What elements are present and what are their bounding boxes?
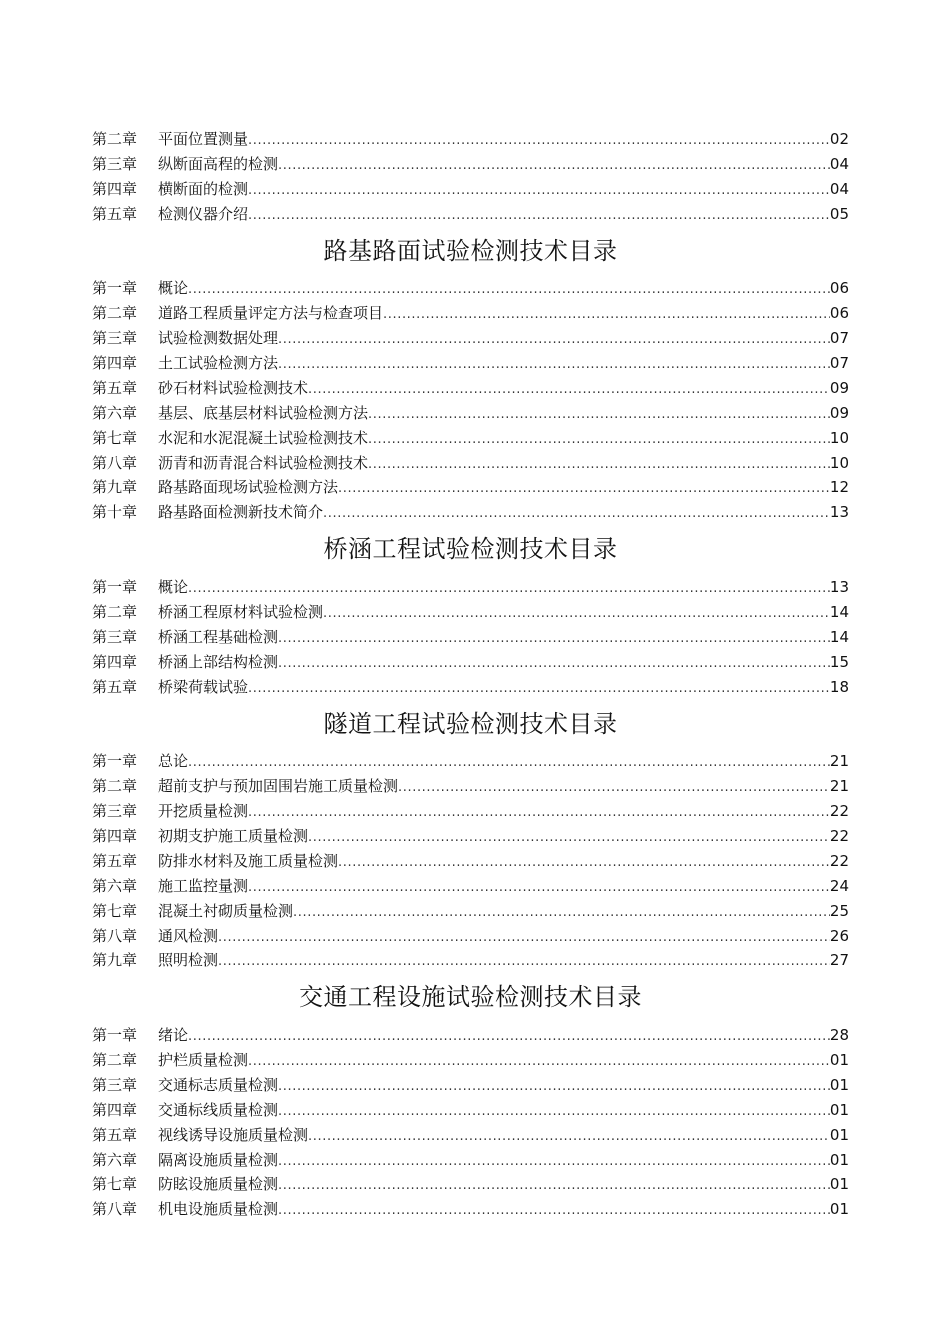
page-number: 01 — [829, 1200, 849, 1219]
toc-entry[interactable] — [92, 127, 849, 152]
toc-entry[interactable] — [92, 948, 849, 973]
chapter-number: 第七章 — [92, 428, 138, 447]
dot-leader — [278, 1174, 830, 1199]
dot-leader — [278, 1199, 830, 1224]
chapter-title: 初期支护施工质量检测 — [158, 826, 309, 845]
toc-entry[interactable] — [92, 475, 849, 500]
chapter-number: 第六章 — [92, 876, 138, 895]
toc-entry[interactable] — [92, 874, 849, 899]
dot-leader — [293, 901, 830, 926]
chapter-title: 桥涵上部结构检测 — [158, 652, 279, 671]
chapter-number: 第二章 — [92, 777, 138, 796]
dot-leader — [308, 1125, 830, 1150]
dot-leader — [398, 776, 830, 801]
chapter-number: 第八章 — [92, 926, 138, 945]
dot-leader — [188, 577, 830, 602]
dot-leader — [188, 1025, 830, 1050]
chapter-title: 通风检测 — [158, 926, 219, 945]
page-number: 10 — [829, 428, 849, 447]
page-number: 07 — [829, 354, 849, 373]
dot-leader — [323, 502, 830, 527]
toc-entry[interactable] — [92, 1023, 849, 1048]
toc-entry[interactable] — [92, 924, 849, 949]
chapter-number: 第六章 — [92, 403, 138, 422]
chapter-title: 基层、底基层材料试验检测方法 — [158, 403, 369, 422]
dot-leader — [308, 378, 830, 403]
chapter-number: 第三章 — [92, 802, 138, 821]
chapter-number: 第五章 — [92, 851, 138, 870]
dot-leader — [248, 801, 830, 826]
chapter-number: 第九章 — [92, 951, 138, 970]
page-number: 13 — [829, 578, 849, 597]
dot-leader — [248, 876, 830, 901]
page-number: 22 — [829, 802, 849, 821]
page-number: 01 — [829, 1100, 849, 1119]
page-number: 04 — [829, 154, 849, 173]
chapter-number: 第九章 — [92, 478, 138, 497]
chapter-title: 施工监控量测 — [158, 876, 249, 895]
page-number: 14 — [829, 627, 849, 646]
toc-entry[interactable] — [92, 301, 849, 326]
chapter-number: 第五章 — [92, 677, 138, 696]
page-number: 22 — [829, 851, 849, 870]
dot-leader — [248, 129, 830, 154]
chapter-title: 交通标线质量检测 — [158, 1100, 279, 1119]
chapter-title: 路基路面现场试验检测方法 — [158, 478, 339, 497]
chapter-title: 总论 — [158, 752, 189, 771]
toc-entry[interactable] — [92, 1172, 849, 1197]
toc-entry[interactable] — [92, 675, 849, 700]
page-number: 18 — [829, 677, 849, 696]
toc-entry[interactable] — [92, 1148, 849, 1173]
chapter-title: 土工试验检测方法 — [158, 354, 279, 373]
dot-leader — [278, 154, 830, 179]
toc-entry[interactable] — [92, 276, 849, 301]
toc-entry[interactable] — [92, 152, 849, 177]
dot-leader — [368, 403, 830, 428]
page-number: 21 — [829, 777, 849, 796]
toc-entry[interactable] — [92, 177, 849, 202]
page-number: 01 — [829, 1075, 849, 1094]
chapter-title: 水泥和水泥混凝土试验检测技术 — [158, 428, 369, 447]
page-number: 12 — [829, 478, 849, 497]
page-number: 15 — [829, 652, 849, 671]
chapter-title: 混凝土衬砌质量检测 — [158, 901, 294, 920]
toc-entry[interactable] — [92, 376, 849, 401]
chapter-title: 超前支护与预加固围岩施工质量检测 — [158, 777, 399, 796]
chapter-number: 第三章 — [92, 1075, 138, 1094]
toc-entry[interactable] — [92, 1048, 849, 1073]
dot-leader — [368, 428, 830, 453]
page-number: 09 — [829, 378, 849, 397]
chapter-title: 防眩设施质量检测 — [158, 1175, 279, 1194]
page-number: 07 — [829, 329, 849, 348]
chapter-number: 第四章 — [92, 354, 138, 373]
toc-entry[interactable] — [92, 575, 849, 600]
page-number: 26 — [829, 926, 849, 945]
dot-leader — [278, 1075, 830, 1100]
dot-leader — [218, 950, 830, 975]
toc-entry[interactable] — [92, 326, 849, 351]
chapter-number: 第一章 — [92, 578, 138, 597]
toc-entry[interactable] — [92, 824, 849, 849]
toc-entry[interactable] — [92, 351, 849, 376]
toc-entry[interactable] — [92, 401, 849, 426]
page-number: 22 — [829, 826, 849, 845]
dot-leader — [278, 1100, 830, 1125]
chapter-number: 第二章 — [92, 304, 138, 323]
toc-entry[interactable] — [92, 1197, 849, 1222]
dot-leader — [278, 627, 830, 652]
chapter-number: 第五章 — [92, 378, 138, 397]
toc-entry[interactable] — [92, 899, 849, 924]
chapter-number: 第七章 — [92, 1175, 138, 1194]
chapter-title: 桥涵工程基础检测 — [158, 627, 279, 646]
chapter-title: 照明检测 — [158, 951, 219, 970]
chapter-title: 试验检测数据处理 — [158, 329, 279, 348]
page-number: 05 — [829, 204, 849, 223]
toc-entry[interactable] — [92, 625, 849, 650]
chapter-title: 护栏质量检测 — [158, 1051, 249, 1070]
dot-leader — [278, 1150, 830, 1175]
dot-leader — [338, 477, 830, 502]
chapter-title: 概论 — [158, 578, 189, 597]
toc-entry[interactable] — [92, 749, 849, 774]
chapter-number: 第四章 — [92, 179, 138, 198]
toc-entry[interactable] — [92, 1073, 849, 1098]
dot-leader — [383, 303, 830, 328]
page-number: 13 — [829, 503, 849, 522]
chapter-title: 路基路面检测新技术简介 — [158, 503, 324, 522]
chapter-title: 平面位置测量 — [158, 130, 249, 148]
dot-leader — [278, 652, 830, 677]
toc-entry[interactable] — [92, 799, 849, 824]
page-number: 01 — [829, 1150, 849, 1169]
page-number: 01 — [829, 1125, 849, 1144]
page-number: 21 — [829, 752, 849, 771]
section-heading: 交通工程设施试验检测技术目录 — [299, 983, 642, 1012]
chapter-number: 第八章 — [92, 453, 138, 472]
section-heading: 隧道工程试验检测技术目录 — [323, 709, 618, 738]
chapter-title: 桥梁荷载试验 — [158, 677, 249, 696]
chapter-title: 砂石材料试验检测技术 — [158, 378, 309, 397]
dot-leader — [278, 353, 830, 378]
page-number: 25 — [829, 901, 849, 920]
chapter-title: 开挖质量检测 — [158, 802, 249, 821]
chapter-number: 第二章 — [92, 1051, 138, 1070]
page-number: 06 — [829, 304, 849, 323]
dot-leader — [218, 926, 830, 951]
table-of-contents — [92, 127, 849, 1222]
chapter-number: 第四章 — [92, 826, 138, 845]
toc-entry[interactable] — [92, 1123, 849, 1148]
chapter-title: 绪论 — [158, 1026, 189, 1045]
dot-leader — [308, 826, 830, 851]
dot-leader — [278, 328, 830, 353]
chapter-title: 检测仪器介绍 — [158, 204, 249, 223]
chapter-number: 第十章 — [92, 503, 138, 522]
chapter-title: 防排水材料及施工质量检测 — [158, 851, 339, 870]
dot-leader — [248, 204, 830, 229]
page-number: 24 — [829, 876, 849, 895]
toc-entry[interactable] — [92, 600, 849, 625]
dot-leader — [188, 278, 830, 303]
page-number: 27 — [829, 951, 849, 970]
chapter-number: 第七章 — [92, 901, 138, 920]
chapter-title: 机电设施质量检测 — [158, 1200, 279, 1219]
toc-entry[interactable] — [92, 451, 849, 476]
chapter-number: 第二章 — [92, 602, 138, 621]
page-number: 02 — [829, 130, 849, 148]
chapter-number: 第二章 — [92, 130, 138, 148]
chapter-number: 第三章 — [92, 154, 138, 173]
chapter-title: 横断面的检测 — [158, 179, 249, 198]
page-number: 10 — [829, 453, 849, 472]
section-heading: 桥涵工程试验检测技术目录 — [323, 535, 618, 564]
chapter-number: 第五章 — [92, 1125, 138, 1144]
chapter-number: 第四章 — [92, 652, 138, 671]
chapter-title: 视线诱导设施质量检测 — [158, 1125, 309, 1144]
chapter-number: 第八章 — [92, 1200, 138, 1219]
toc-entry[interactable] — [92, 1098, 849, 1123]
page-number: 06 — [829, 279, 849, 298]
section-heading: 路基路面试验检测技术目录 — [323, 236, 618, 265]
chapter-title: 隔离设施质量检测 — [158, 1150, 279, 1169]
dot-leader — [338, 851, 830, 876]
toc-entry[interactable] — [92, 650, 849, 675]
page-number: 01 — [829, 1051, 849, 1070]
chapter-title: 纵断面高程的检测 — [158, 154, 279, 173]
page-number: 28 — [829, 1026, 849, 1045]
dot-leader — [248, 677, 830, 702]
chapter-number: 第一章 — [92, 752, 138, 771]
chapter-number: 第四章 — [92, 1100, 138, 1119]
chapter-title: 桥涵工程原材料试验检测 — [158, 602, 324, 621]
chapter-number: 第一章 — [92, 279, 138, 298]
chapter-title: 交通标志质量检测 — [158, 1075, 279, 1094]
chapter-number: 第三章 — [92, 329, 138, 348]
chapter-number: 第五章 — [92, 204, 138, 223]
chapter-number: 第三章 — [92, 627, 138, 646]
toc-entry[interactable] — [92, 426, 849, 451]
page-number: 01 — [829, 1175, 849, 1194]
dot-leader — [248, 179, 830, 204]
toc-entry[interactable] — [92, 849, 849, 874]
dot-leader — [248, 1050, 830, 1075]
dot-leader — [368, 453, 830, 478]
toc-entry[interactable] — [92, 500, 849, 525]
chapter-title: 道路工程质量评定方法与检查项目 — [158, 304, 384, 323]
chapter-title: 概论 — [158, 279, 189, 298]
page-number: 04 — [829, 179, 849, 198]
chapter-number: 第一章 — [92, 1026, 138, 1045]
page-number: 14 — [829, 602, 849, 621]
chapter-title: 沥青和沥青混合料试验检测技术 — [158, 453, 369, 472]
page-number: 09 — [829, 403, 849, 422]
dot-leader — [323, 602, 830, 627]
toc-entry[interactable] — [92, 774, 849, 799]
toc-entry[interactable] — [92, 202, 849, 227]
dot-leader — [188, 751, 830, 776]
chapter-number: 第六章 — [92, 1150, 138, 1169]
